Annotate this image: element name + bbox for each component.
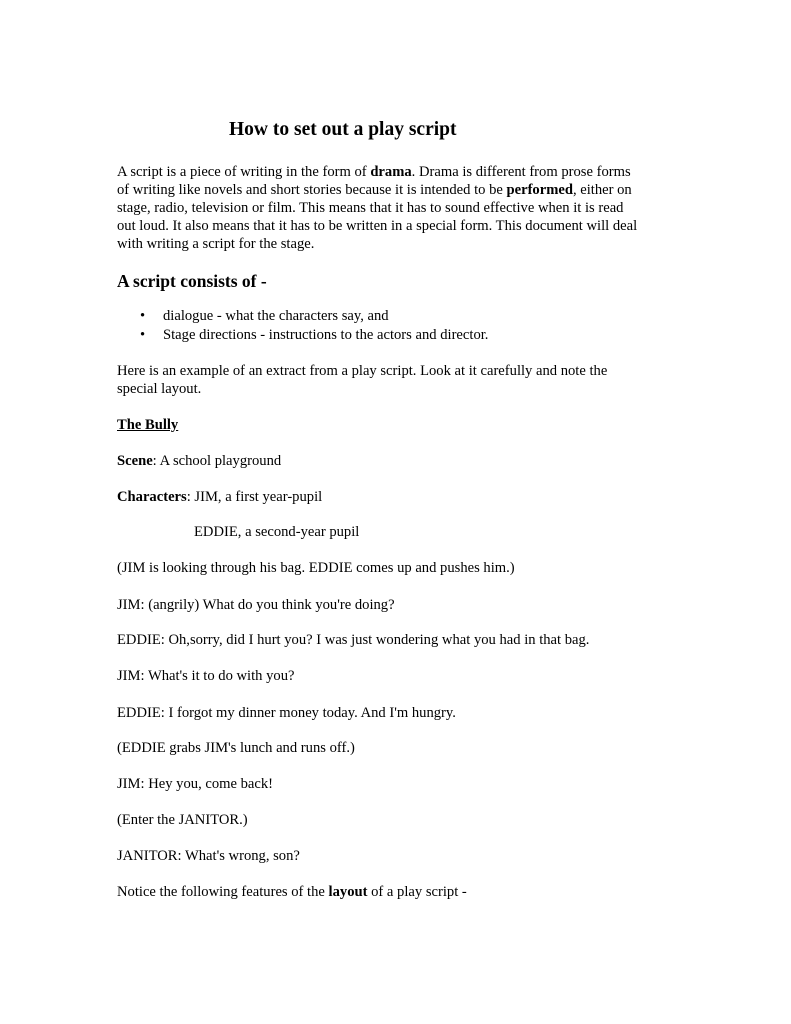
list-item-text: dialogue - what the characters say, and [163, 308, 389, 324]
script-parts-list [117, 307, 488, 345]
intro-text: of writing like novels and short stories because it is intended to be [117, 182, 507, 198]
script-line: (JIM is looking through his bag. EDDIE comes up and pushes him.) [117, 560, 515, 576]
bullet-icon: • [140, 308, 146, 324]
script-line: JANITOR: What's wrong, son? [117, 848, 300, 864]
characters-label: Characters [117, 489, 187, 505]
intro-line-2 [117, 181, 677, 199]
intro-line-5: with writing a script for the stage. [117, 236, 315, 252]
intro-text: , either on [572, 182, 632, 198]
section-heading: A script consists of - [117, 271, 267, 291]
script-line: (Enter the JANITOR.) [117, 812, 248, 828]
characters-line [117, 488, 322, 506]
example-intro-line-2: special layout. [117, 381, 202, 397]
scene-line [117, 452, 281, 470]
bullet-icon: • [140, 327, 146, 343]
list-item [117, 326, 488, 345]
closing-text: of a play script - [367, 884, 467, 900]
emphasis-performed: performed [506, 182, 573, 198]
character-2-line: EDDIE, a second-year pupil [194, 524, 360, 540]
example-intro-paragraph [117, 362, 677, 398]
intro-paragraph [117, 163, 677, 253]
list-item [117, 307, 488, 326]
document-title: How to set out a play script [229, 119, 457, 140]
closing-line [117, 883, 467, 901]
play-title: The Bully [117, 417, 179, 433]
intro-line-3: stage, radio, television or film. This means that it has to sound effective when it is read [117, 200, 624, 216]
script-line: JIM: What's it to do with you? [117, 668, 295, 684]
intro-text: . Drama is different from prose forms [411, 164, 631, 180]
intro-line-4: out loud. It also means that it has to be written in a special form. This document will deal [117, 218, 638, 234]
script-line: JIM: (angrily) What do you think you're doing? [117, 597, 395, 613]
scene-text: : A school playground [152, 453, 282, 469]
script-line: EDDIE: Oh,sorry, did I hurt you? I was just wondering what you had in that bag. [117, 632, 590, 648]
intro-text: A script is a piece of writing in the form of [117, 164, 371, 180]
closing-text: Notice the following features of the [117, 884, 329, 900]
scene-label: Scene [117, 453, 153, 469]
example-intro-line-1: Here is an example of an extract from a play script. Look at it carefully and note the [117, 363, 608, 379]
characters-text: : JIM, a first year-pupil [186, 489, 323, 505]
emphasis-drama: drama [370, 164, 412, 180]
script-line: (EDDIE grabs JIM's lunch and runs off.) [117, 740, 355, 756]
script-line: JIM: Hey you, come back! [117, 776, 274, 792]
intro-line-1 [117, 163, 677, 181]
list-item-text: Stage directions - instructions to the actors and director. [163, 327, 489, 343]
emphasis-layout: layout [328, 884, 368, 900]
script-line: EDDIE: I forgot my dinner money today. And I'm hungry. [117, 705, 456, 721]
